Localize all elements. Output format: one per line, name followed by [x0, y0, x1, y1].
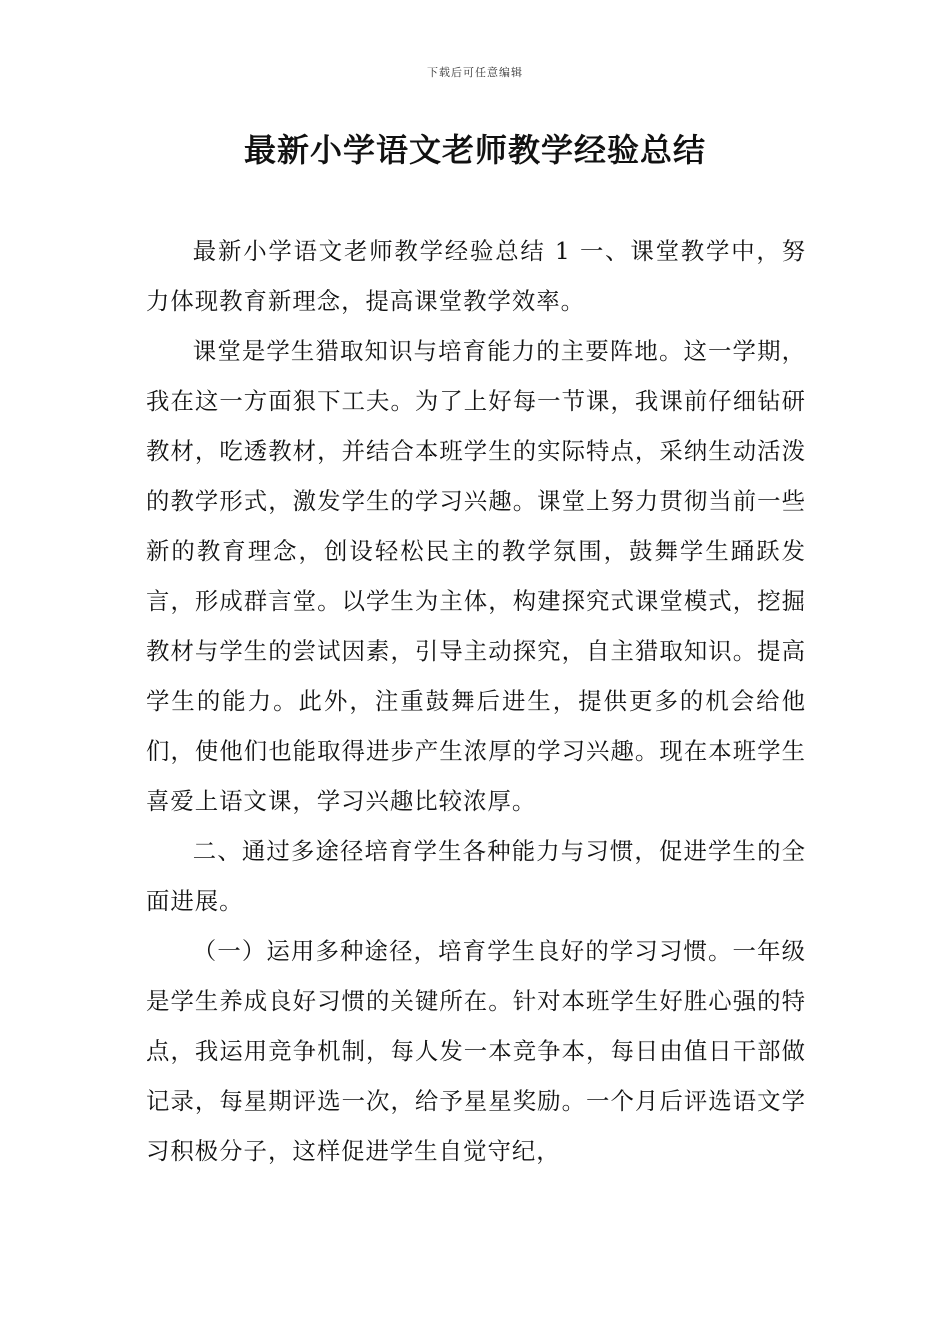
document-title: 最新小学语文老师教学经验总结	[243, 131, 706, 169]
paragraph-2: 课堂是学生猎取知识与培育能力的主要阵地。这一学期，我在这一方面狠下工夫。为了上好每一节课，我课前仔细钻研教材，吃透教材，并结合本班学生的实际特点，采纳生动活泼的教学形式，激发学生的学习兴趣。课堂上努力贯彻当前一些新的教育理念，创设轻松民主的教学氛围，鼓舞学生踊跃发言，形成群言堂。以学生为主体，构建探究式课堂模式，挖掘教材与学生的尝试因素，引导主动探究，自主猎取知识。提高学生的能力。此外，注重鼓舞后进生，提供更多的机会给他们，使他们也能取得进步产生浓厚的学习兴趣。现在本班学生喜爱上语文课，学习兴趣比较浓厚。	[146, 337, 806, 815]
header-note: 下载后可任意编辑	[427, 66, 523, 79]
document-body	[146, 226, 806, 1176]
paragraph-4: （一）运用多种途径，培育学生良好的学习习惯。一年级是学生养成良好习惯的关键所在。针对本班学生好胜心强的特点，我运用竞争机制，每人发一本竞争本，每日由值日干部做记录，每星期评选一次，给予星星奖励。一个月后评选语文学习积极分子，这样促进学生自觉守纪，	[146, 937, 806, 1165]
paragraph-3: 二、通过多途径培育学生各种能力与习惯，促进学生的全面进展。	[146, 837, 806, 915]
paragraph-1: 最新小学语文老师教学经验总结 1 一、课堂教学中，努力体现教育新理念，提高课堂教学效率。	[146, 237, 806, 315]
